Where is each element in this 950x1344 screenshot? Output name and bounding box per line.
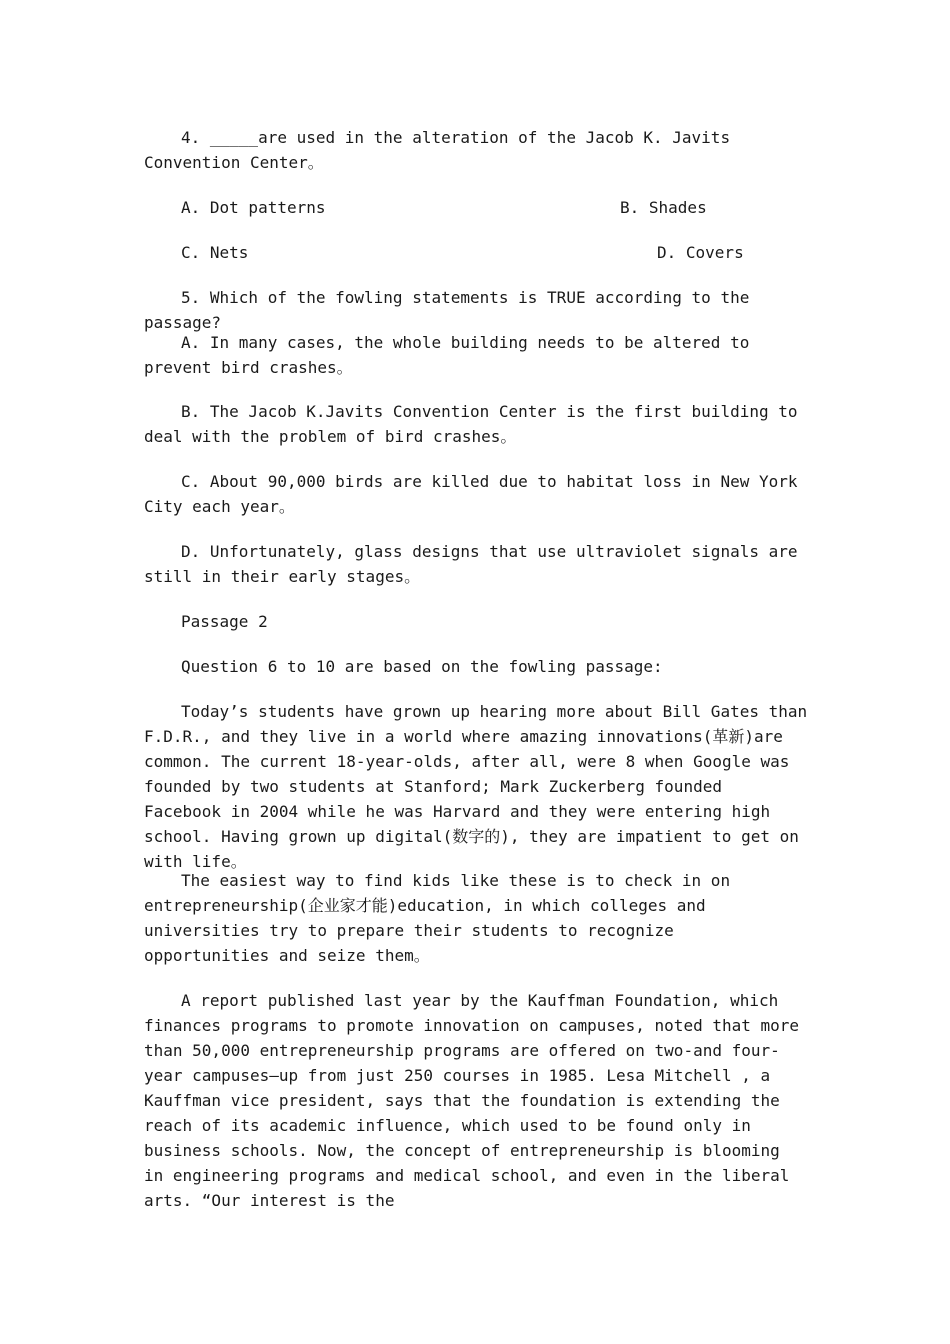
question-4-stem: 4. _____are used in the alteration of the Jacob K. Javits Convention Center。 (144, 128, 740, 172)
question-5-option-a: A. In many cases, the whole building needs to be altered to prevent bird crashes。 (144, 333, 759, 377)
question-4-option-d: D. Covers (657, 243, 744, 262)
question-5-option-d: D. Unfortunately, glass designs that use ultraviolet signals are still in their early stages。 (144, 542, 808, 586)
question-5-stem: 5. Which of the fowling statements is TRUE according to the passage? (144, 288, 759, 332)
passage-paragraph-2: The easiest way to find kids like these is to check in on entrepreneurship(企业家才能)education, in which colleges and universities try to prepare their students to recognize opportunities and seize them。 (144, 871, 740, 965)
question-4-option-c: C. Nets (181, 243, 249, 262)
question-4-option-a: A. Dot patterns (181, 198, 326, 217)
question-5-option-b: B. The Jacob K.Javits Convention Center is the first building to deal with the problem of bird crashes。 (144, 402, 808, 446)
passage-2-instruction: Question 6 to 10 are based on the fowling passage: (181, 657, 663, 676)
question-5-option-c: C. About 90,000 birds are killed due to habitat loss in New York City each year。 (144, 472, 808, 516)
question-4-option-b: B. Shades (620, 198, 707, 217)
passage-paragraph-1: Today’s students have grown up hearing more about Bill Gates than F.D.R., and they live in a world where amazing innovations(革新)are common. The current 18-year-olds, after all, were 8 when Google was founded by two students at Stanford; Mark Zuckerberg founded Facebook in 2004 while he was Harvard and they were entering high school. Having grown up digital(数字的), they are impatient to get on with life。 (144, 702, 817, 871)
passage-paragraph-3: A report published last year by the Kauffman Foundation, which finances programs to promote innovation on campuses, noted that more than 50,000 entrepreneurship programs are offered on two-and four-year campuses—up from just 250 courses in 1985. Lesa Mitchell , a Kauffman vice president, says that the foundation is extending the reach of its academic influence, which used to be found only in business schools. Now, the concept of entrepreneurship is blooming in engineering programs and medical school, and even in the liberal arts. “Our interest is the (144, 991, 809, 1210)
passage-2-heading: Passage 2 (181, 612, 268, 631)
